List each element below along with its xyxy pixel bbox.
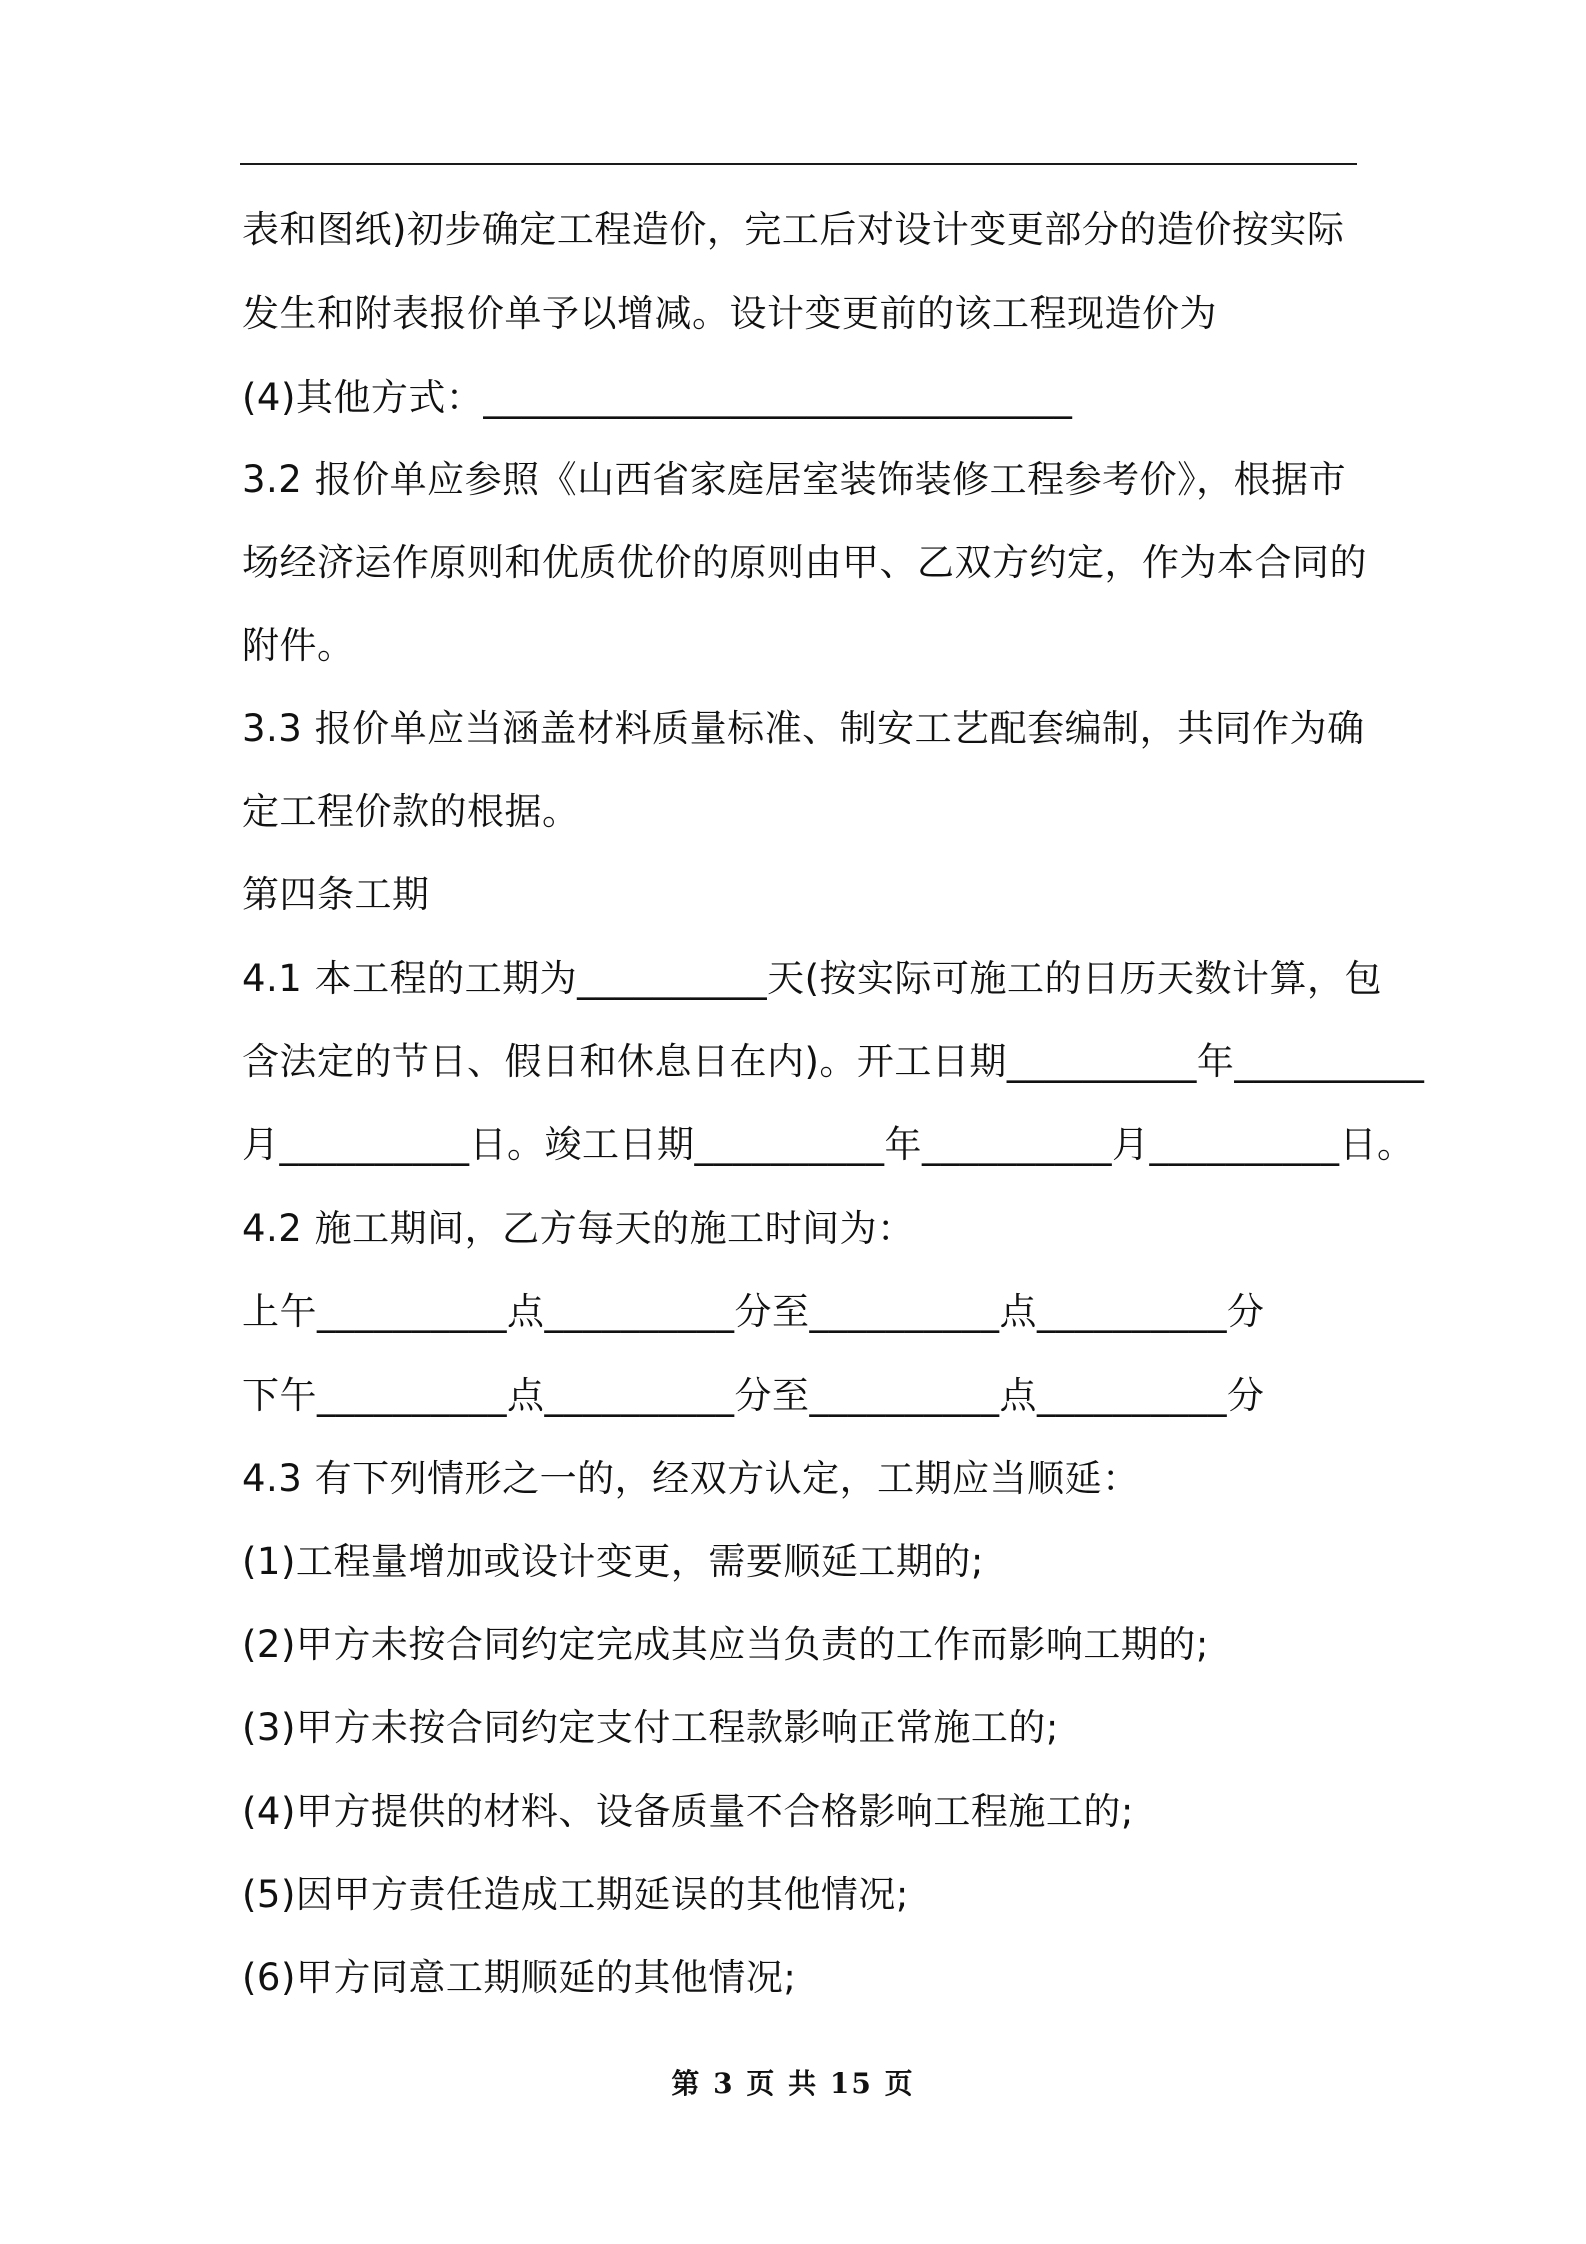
- list-item: (5)因甲方责任造成工期延误的其他情况;: [242, 1873, 909, 1916]
- page-number-footer: 第 3 页 共 15 页: [671, 2067, 915, 2100]
- paragraph-line: 下午__________点__________分至__________点__________分: [242, 1374, 1265, 1417]
- paragraph-line: 4.1 本工程的工期为__________天(按实际可施工的日历天数计算，包: [242, 957, 1383, 1000]
- paragraph-line: (4)其他方式：_______________________________: [242, 376, 1073, 419]
- paragraph-line: 4.3 有下列情形之一的，经双方认定，工期应当顺延：: [242, 1457, 1140, 1500]
- section-heading: 第四条工期: [242, 873, 430, 916]
- paragraph-line: 4.2 施工期间，乙方每天的施工时间为：: [242, 1207, 915, 1250]
- paragraph-line: 上午__________点__________分至__________点__________分: [242, 1290, 1265, 1333]
- paragraph-line: 表和图纸)初步确定工程造价，完工后对设计变更部分的造价按实际: [242, 208, 1345, 251]
- list-item: (1)工程量增加或设计变更，需要顺延工期的;: [242, 1540, 984, 1583]
- list-item: (2)甲方未按合同约定完成其应当负责的工作而影响工期的;: [242, 1623, 1209, 1666]
- paragraph-line: 含法定的节日、假日和休息日在内)。开工日期__________年__________: [242, 1040, 1425, 1083]
- paragraph-line: 场经济运作原则和优质优价的原则由甲、乙双方约定，作为本合同的: [242, 541, 1367, 584]
- paragraph-line: 附件。: [242, 624, 355, 667]
- paragraph-line: 3.3 报价单应当涵盖材料质量标准、制安工艺配套编制，共同作为确: [242, 707, 1365, 750]
- paragraph-line: 发生和附表报价单予以增减。设计变更前的该工程现造价为: [242, 292, 1217, 335]
- list-item: (4)甲方提供的材料、设备质量不合格影响工程施工的;: [242, 1790, 1134, 1833]
- list-item: (6)甲方同意工期顺延的其他情况;: [242, 1956, 797, 1999]
- paragraph-line: 定工程价款的根据。: [242, 790, 580, 833]
- header-divider: [240, 163, 1357, 165]
- paragraph-line: 月__________日。竣工日期__________年__________月__________日。: [242, 1123, 1415, 1166]
- list-item: (3)甲方未按合同约定支付工程款影响正常施工的;: [242, 1706, 1059, 1749]
- paragraph-line: 3.2 报价单应参照《山西省家庭居室装饰装修工程参考价》，根据市: [242, 458, 1347, 501]
